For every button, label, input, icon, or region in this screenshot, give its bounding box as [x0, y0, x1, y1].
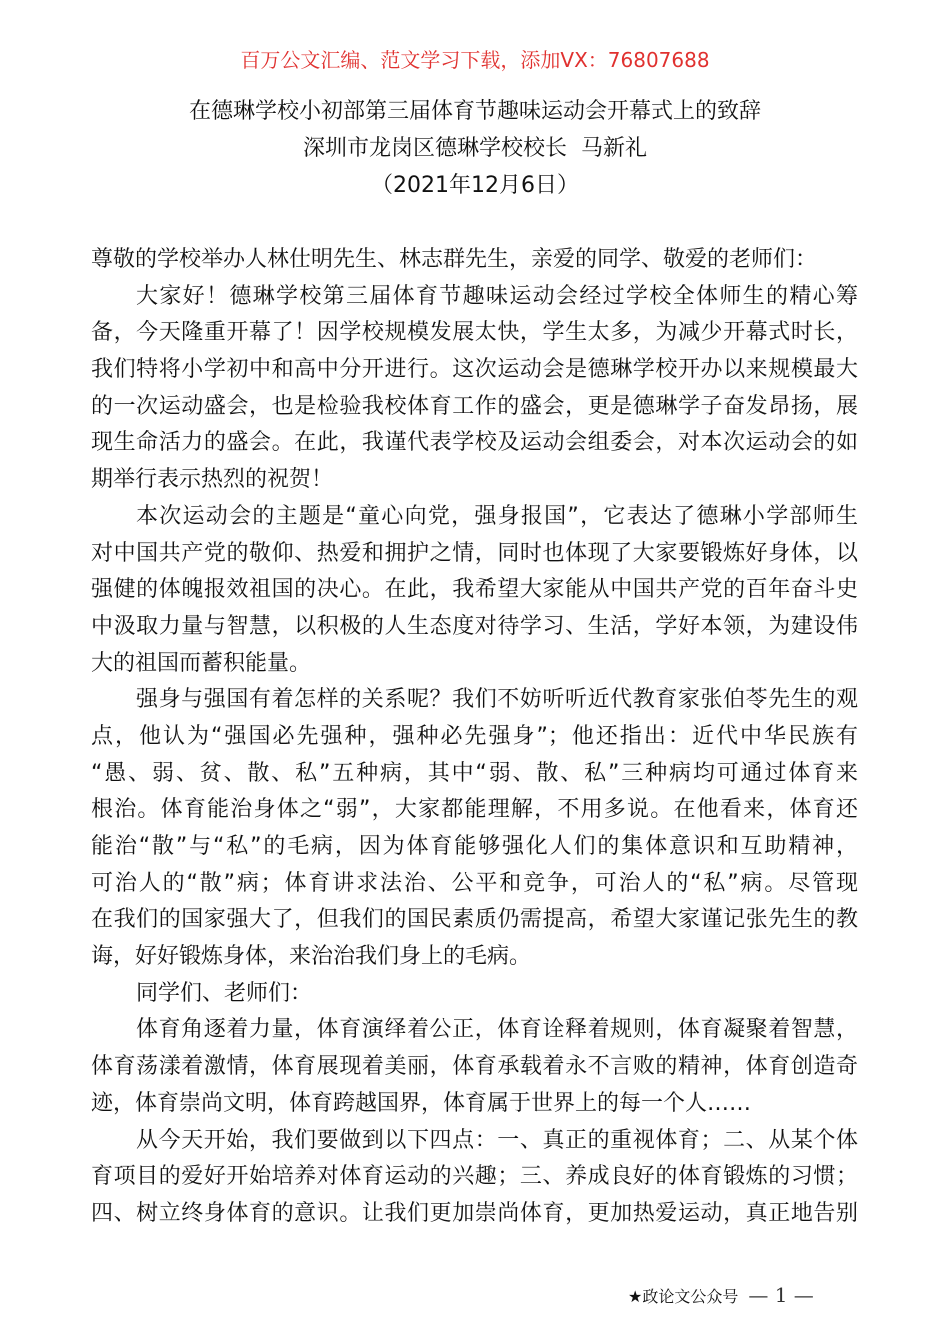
watermark-banner: 百万公文汇编、范文学习下载，添加VX：76807688 — [240, 48, 710, 72]
paragraph-line: 育项目的爱好开始培养对体育运动的兴趣；三、养成良好的体育锻炼的习惯； — [91, 1164, 858, 1190]
paragraph-line: 迹，体育崇尚文明，体育跨越国界，体育属于世界上的每一个人…… — [91, 1090, 752, 1116]
paragraph-line: 从今天开始，我们要做到以下四点：一、真正的重视体育；二、从某个体 — [136, 1127, 858, 1153]
paragraph-line: 的一次运动盛会，也是检验我校体育工作的盛会，更是德琳学子奋发昂扬，展 — [91, 393, 858, 419]
paragraph-line: 中汲取力量与智慧，以积极的人生态度对待学习、生活，学好本领，为建设伟 — [91, 613, 858, 639]
paragraph-line: 能治“散”与“私”的毛病，因为体育能够强化人们的集体意识和互助精神， — [91, 834, 858, 859]
paragraph-line: 我们特将小学初中和高中分开进行。这次运动会是德琳学校开办以来规模最大 — [91, 357, 858, 383]
paragraph-line: 备，今天隆重开幕了！因学校规模发展太快，学生太多，为减少开幕式时长， — [91, 320, 858, 346]
paragraph-line: 强身与强国有着怎样的关系呢？我们不妨听听近代教育家张伯苓先生的观 — [136, 687, 858, 713]
paragraph-line: 尊敬的学校举办人林仕明先生、林志群先生，亲爱的同学、敬爱的老师们： — [91, 247, 818, 272]
paragraph-line: 体育荡漾着激情，体育展现着美丽，体育承载着永不言败的精神，体育创造奇 — [91, 1054, 858, 1080]
paragraph-line: 点，他认为“强国必先强种，强种必先强身”；他还指出：近代中华民族有 — [91, 723, 858, 749]
paragraph-line: 诲，好好锻炼身体，来治治我们身上的毛病。 — [91, 944, 532, 970]
paragraph-line: 在我们的国家强大了，但我们的国民素质仍需提高，希望大家谨记张先生的教 — [91, 907, 858, 933]
page-footer — [628, 1282, 814, 1310]
paragraph-line: “愚、弱、贫、散、私”五种病，其中“弱、散、私”三种病均可通过体育来 — [91, 760, 858, 786]
footer-source: ★政论文公众号 — [628, 1287, 739, 1306]
paragraph-line: 本次运动会的主题是“童心向党，强身报国”，它表达了德琳小学部师生 — [136, 503, 858, 529]
paragraph-line: 期举行表示热烈的祝贺！ — [91, 467, 334, 493]
paragraph-line: 对中国共产党的敬仰、热爱和拥护之情，同时也体现了大家要锻炼好身体，以 — [91, 540, 858, 566]
paragraph-line: 可治人的“散”病；体育讲求法治、公平和竞争，可治人的“私”病。尽管现 — [91, 870, 858, 896]
document-author: 深圳市龙岗区德琳学校校长 马新礼 — [303, 136, 647, 161]
paragraph-line: 四、树立终身体育的意识。让我们更加崇尚体育，更加热爱运动，真正地告别 — [91, 1200, 858, 1226]
paragraph-line: 现生命活力的盛会。在此，我谨代表学校及运动会组委会，对本次运动会的如 — [91, 430, 858, 456]
paragraph-line: 大的祖国而蓄积能量。 — [91, 650, 312, 676]
page-number: — 1 — — [748, 1283, 814, 1307]
document-date: （2021年12月6日） — [371, 173, 579, 198]
paragraph-line: 根治。体育能治身体之“弱”，大家都能理解，不用多说。在他看来，体育还 — [91, 797, 858, 823]
document-body — [91, 242, 858, 1233]
paragraph-line: 大家好！德琳学校第三届体育节趣味运动会经过学校全体师生的精心筹 — [136, 283, 858, 309]
document-title: 在德琳学校小初部第三届体育节趣味运动会开幕式上的致辞 — [188, 99, 761, 124]
paragraph-line: 同学们、老师们： — [136, 980, 313, 1006]
paragraph-line: 体育角逐着力量，体育演绎着公正，体育诠释着规则，体育凝聚着智慧， — [136, 1017, 858, 1043]
paragraph-line: 强健的体魄报效祖国的决心。在此，我希望大家能从中国共产党的百年奋斗史 — [91, 577, 858, 603]
